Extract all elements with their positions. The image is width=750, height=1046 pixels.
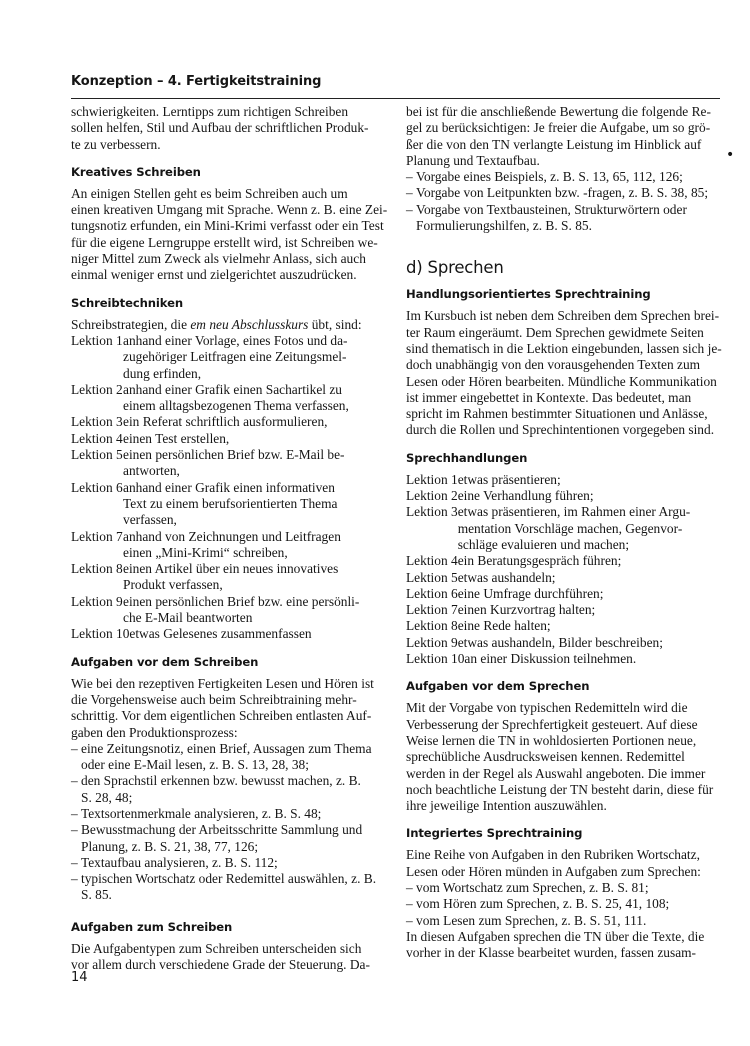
text-line: anhand einer Grafik einen Sachartikel zu: [123, 381, 342, 397]
heading-schreibtechniken: Schreibtechniken: [71, 295, 184, 310]
lektion-item: [406, 472, 720, 488]
left-column: [71, 104, 388, 973]
bullet-item: [71, 855, 385, 871]
text-line: In diesen Aufgaben sprechen die TN über die Texte, die: [406, 928, 705, 944]
text-line: oder eine E-Mail lesen, z. B. S. 13, 28, 38;: [81, 757, 309, 773]
lektion-text: [123, 382, 385, 415]
lektion-item: [71, 382, 385, 415]
schreibstrategien-intro-end: übt, sind:: [308, 316, 362, 332]
bullet-item: [406, 169, 720, 185]
text-line: etwas präsentieren, im Rahmen einer Argu-: [457, 504, 691, 520]
left-intro-paragraph: [71, 104, 385, 153]
text-line: S. 28, 48;: [81, 789, 133, 805]
text-line: spricht im Rahmen bestimmter Situationen und Anlässe,: [406, 406, 708, 422]
text-line: vom Wortschatz zum Sprechen, z. B. S. 81;: [416, 879, 649, 895]
lektion-text: [458, 602, 720, 618]
lektion-item: [406, 586, 720, 602]
bullet-text: [416, 202, 720, 235]
bullet-item: [71, 822, 385, 855]
lektion-text: [458, 618, 720, 634]
lektion-item: [71, 431, 385, 447]
heading-aufgaben-vor-dem-schreiben: Aufgaben vor dem Schreiben: [71, 654, 259, 669]
bullet-text: [81, 741, 385, 774]
heading-integriertes-sprechtraining: Integriertes Sprechtraining: [406, 826, 583, 841]
text-line: Weise lernen die TN in wohldosierten Portionen neue,: [406, 732, 697, 748]
text-line: Die Aufgabentypen zum Schreiben unterscheiden sich: [71, 940, 362, 956]
text-line: anhand von Zeichnungen und Leitfragen: [123, 528, 341, 544]
heading-aufgaben-vor-dem-sprechen: Aufgaben vor dem Sprechen: [406, 679, 590, 694]
text-line: etwas aushandeln, Bilder beschreiben;: [457, 634, 663, 650]
dash-marker: –: [406, 201, 413, 217]
bullet-text: [416, 896, 720, 912]
kreatives-schreiben-paragraph: [71, 185, 388, 284]
dash-marker: –: [71, 805, 78, 821]
text-line: typischen Wortschatz oder Redemittel auswählen, z. B.: [81, 871, 377, 887]
lektion-label: Lektion 2: [71, 381, 123, 397]
text-line: tungsnotiz erfunden, ein Mini-Krimi verfasst oder ein Test: [71, 218, 384, 234]
lektion-text: [464, 651, 720, 667]
lektion-label: Lektion 7: [71, 528, 123, 544]
aufgaben-zum-schreiben-paragraph: [71, 941, 385, 974]
dash-marker: –: [71, 854, 78, 870]
text-line: ist immer eingebettet in Kontexte. Das bedeutet, man: [406, 389, 692, 405]
lektion-label: Lektion 5: [406, 569, 458, 585]
text-line: an einer Diskussion teilnehmen.: [464, 651, 637, 667]
text-line: Planung und Textaufbau.: [406, 152, 540, 168]
text-line: einen Test erstellen,: [123, 430, 230, 446]
bullet-text: [81, 855, 385, 871]
lektion-item: [71, 529, 385, 562]
text-line: Im Kursbuch ist neben dem Schreiben dem Sprechen brei-: [406, 308, 720, 324]
text-line: Textsortenmerkmale analysieren, z. B. S. 48;: [81, 805, 322, 821]
dash-marker: –: [406, 169, 413, 185]
dash-marker: –: [406, 896, 413, 912]
text-line: etwas präsentieren;: [457, 471, 561, 487]
text-line: Bewusstmachung der Arbeitsschritte Sammlung und: [81, 822, 363, 838]
text-line: ein Beratungsgespräch führen;: [457, 553, 622, 569]
text-line: zugehöriger Leitfragen eine Zeitungsmel-: [123, 349, 347, 365]
lektion-text: [123, 447, 385, 480]
right-column: [406, 104, 720, 961]
text-line: einmal weniger ernst und zielgerichtet auszudrücken.: [71, 267, 357, 283]
text-line: anhand einer Grafik einen informativen: [123, 479, 335, 495]
text-line: noch beachtliche Leistung der TN besteht darin, diese für: [406, 781, 714, 797]
text-line: Produkt verfassen,: [123, 577, 223, 593]
bullet-text: [416, 913, 720, 929]
right-intro-paragraph: [406, 104, 720, 169]
lektion-label: Lektion 8: [406, 618, 458, 634]
text-line: ein Referat schriftlich ausformulieren,: [123, 414, 328, 430]
page-number: 14: [71, 970, 88, 985]
text-line: Mit der Vorgabe von typischen Redemitteln wird die: [406, 700, 688, 716]
lektion-item: [406, 651, 720, 667]
section-heading-sprechen: d) Sprechen: [406, 258, 504, 278]
lektion-text: [458, 488, 720, 504]
lektion-item: [71, 626, 385, 642]
heading-handlungsorientiertes-sprechtraining: Handlungsorientiertes Sprechtraining: [406, 287, 651, 302]
text-line: Vorgabe von Textbausteinen, Strukturwörtern oder: [416, 201, 687, 217]
bullet-item: [406, 896, 720, 912]
lektion-label: Lektion 8: [71, 561, 123, 577]
text-line: einen Artikel über ein neues innovatives: [123, 561, 339, 577]
text-line: ihre jeweilige Intention auszuwählen.: [406, 798, 607, 814]
sprechhandlungen-list: [406, 472, 720, 668]
lektion-item: [406, 488, 720, 504]
lektion-item: [71, 333, 385, 382]
text-line: vom Lesen zum Sprechen, z. B. S. 51, 111.: [416, 912, 647, 928]
text-line: An einigen Stellen geht es beim Schreiben auch um: [71, 185, 348, 201]
header-rule: [71, 98, 720, 99]
lektion-label: Lektion 2: [406, 488, 458, 504]
text-line: eine Rede halten;: [457, 618, 551, 634]
heading-aufgaben-zum-schreiben: Aufgaben zum Schreiben: [71, 919, 233, 934]
lektion-item: [71, 561, 385, 594]
text-line: die Vorgehensweise auch beim Schreibtraining mehr-: [71, 691, 357, 707]
integriertes-sprechtraining-list: [406, 880, 720, 929]
text-line: für die eigene Lerngruppe erstellt wird, ist Schreiben we-: [71, 234, 378, 250]
text-line: etwas Gelesenes zusammenfassen: [129, 626, 312, 642]
aufgaben-vor-sprechen-paragraph: [406, 700, 720, 814]
margin-mark: •: [726, 147, 735, 163]
lektion-label: Lektion 1: [406, 471, 458, 487]
lektion-text: [123, 333, 385, 382]
lektion-item: [71, 447, 385, 480]
text-line: Vorgabe von Leitpunkten bzw. -fragen, z. B. S. 38, 85;: [416, 185, 709, 201]
text-line: Verbesserung der Sprechfertigkeit gesteuert. Auf diese: [406, 716, 698, 732]
text-line: niger Mittel zum Zweck als vielmehr Anlass, sich auch: [71, 251, 366, 267]
text-line: Planung, z. B. S. 21, 38, 77, 126;: [81, 838, 259, 854]
text-line: vor allem durch verschiedene Grade der Steuerung. Da-: [71, 957, 370, 973]
lektion-item: [406, 635, 720, 651]
dash-marker: –: [71, 871, 78, 887]
text-line: schrittig. Vor dem eigentlichen Schreiben entlasten Auf-: [71, 708, 372, 724]
text-line: eine Umfrage durchführen;: [457, 585, 604, 601]
text-line: werden in der Regel als Auswahl angeboten. Die immer: [406, 765, 706, 781]
text-line: eine Zeitungsnotiz, einen Brief, Aussagen zum Thema: [81, 740, 372, 756]
text-line: einen persönlichen Brief bzw. E-Mail be-: [123, 447, 345, 463]
dash-marker: –: [406, 879, 413, 895]
bullet-item: [71, 741, 385, 774]
bullet-text: [416, 169, 720, 185]
lektion-item: [406, 504, 720, 553]
text-line: bei ist für die anschließende Bewertung die folgende Re-: [406, 104, 711, 119]
bullet-text: [81, 871, 385, 904]
lektion-text: [458, 635, 720, 651]
bullet-text: [81, 773, 385, 806]
text-line: Vorgabe eines Beispiels, z. B. S. 13, 65, 112, 126;: [416, 169, 683, 185]
lektion-label: Lektion 4: [406, 553, 458, 569]
lektion-text: [458, 504, 720, 553]
bullet-item: [406, 202, 720, 235]
bullet-item: [71, 871, 385, 904]
lektion-text: [123, 480, 385, 529]
text-line: durch die Rollen und Sprechintentionen vorgegeben sind.: [406, 422, 715, 438]
lektion-text: [458, 586, 720, 602]
lektion-text: [458, 570, 720, 586]
text-line: Text zu einem berufsorientierten Thema: [123, 495, 338, 511]
text-line: antworten,: [123, 463, 180, 479]
text-line: schläge evaluieren und machen;: [457, 536, 630, 552]
bullet-item: [71, 773, 385, 806]
text-line: den Sprachstil erkennen bzw. bewusst machen, z. B.: [81, 773, 361, 789]
text-line: Textaufbau analysieren, z. B. S. 112;: [81, 854, 278, 870]
lektion-text: [123, 529, 385, 562]
text-line: einen Kurzvortrag halten;: [457, 602, 596, 618]
text-line: gel zu berücksichtigen: Je freier die Aufgabe, um so grö-: [406, 120, 711, 136]
lektion-label: Lektion 1: [71, 332, 123, 348]
aufgaben-vor-schreiben-paragraph: [71, 676, 385, 741]
lektion-label: Lektion 10: [406, 651, 465, 667]
text-line: eine Verhandlung führen;: [457, 488, 594, 504]
bullet-item: [406, 185, 720, 201]
bullet-item: [406, 913, 720, 929]
dash-marker: –: [406, 185, 413, 201]
text-line: Lesen oder Hören bearbeiten. Mündliche Kommunikation: [406, 373, 717, 389]
heading-kreatives-schreiben: Kreatives Schreiben: [71, 164, 201, 179]
text-line: dung erfinden,: [123, 365, 202, 381]
lektion-text: [123, 414, 385, 430]
text-line: Formulierungshilfen, z. B. S. 85.: [416, 218, 592, 234]
lektion-label: Lektion 3: [406, 504, 458, 520]
bullet-item: [406, 880, 720, 896]
text-line: sprechübliche Ausdrucksweisen kennen. Redemittel: [406, 749, 685, 765]
lektion-text: [129, 626, 385, 642]
text-line: vorher in der Klasse bearbeitet wurden, fassen zusam-: [406, 945, 697, 961]
text-line: anhand einer Vorlage, eines Fotos und da-: [123, 332, 348, 348]
bullet-item: [71, 806, 385, 822]
lektion-item: [406, 602, 720, 618]
text-line: einen persönlichen Brief bzw. eine persönli-: [123, 593, 360, 609]
bullet-text: [81, 822, 385, 855]
lektion-label: Lektion 9: [71, 593, 123, 609]
lektion-item: [71, 414, 385, 430]
text-line: ter Raum eingeräumt. Dem Sprechen gewidmete Seiten: [406, 324, 704, 340]
dash-marker: –: [71, 822, 78, 838]
text-line: Wie bei den rezeptiven Fertigkeiten Lesen und Hören ist: [71, 675, 374, 691]
text-line: doch unabhängig von den vorausgehenden Texten zum: [406, 357, 701, 373]
lektion-label: Lektion 3: [71, 414, 123, 430]
bullet-text: [416, 185, 720, 201]
lektion-label: Lektion 6: [71, 479, 123, 495]
integriertes-sprechtraining-closing: [406, 929, 720, 962]
lektion-item: [406, 553, 720, 569]
dash-marker: –: [71, 773, 78, 789]
lektion-label: Lektion 9: [406, 634, 458, 650]
lektion-text: [123, 561, 385, 594]
text-line: S. 85.: [81, 887, 112, 903]
dash-marker: –: [406, 912, 413, 928]
text-line: Eine Reihe von Aufgaben in den Rubriken Wortschatz,: [406, 847, 700, 863]
aufgaben-vor-schreiben-list: [71, 741, 385, 904]
sprechtraining-paragraph: [406, 308, 720, 438]
text-line: mentation Vorschläge machen, Gegenvor-: [457, 520, 683, 536]
text-line: te zu verbessern.: [71, 136, 161, 152]
text-line: sind thematisch in die Lektion eingebunden, lassen sich je-: [406, 340, 722, 356]
text-line: schwierigkeiten. Lerntipps zum richtigen Schreiben: [71, 104, 349, 119]
text-line: einen „Mini-Krimi“ schreiben,: [123, 544, 288, 560]
lektion-label: Lektion 10: [71, 626, 130, 642]
text-line: vom Hören zum Sprechen, z. B. S. 25, 41, 108;: [416, 896, 670, 912]
dash-marker: –: [71, 740, 78, 756]
running-header: Konzeption – 4. Fertigkeitstraining: [71, 74, 322, 89]
lektion-text: [458, 472, 720, 488]
lektion-item: [406, 570, 720, 586]
lektion-text: [123, 431, 385, 447]
lektion-label: Lektion 4: [71, 430, 123, 446]
bullet-text: [416, 880, 720, 896]
text-line: etwas aushandeln;: [457, 569, 556, 585]
schreibstrategien-intro: [71, 317, 385, 333]
lektion-text: [458, 553, 720, 569]
text-line: che E-Mail beantworten: [123, 610, 253, 626]
schreibstrategien-list: [71, 333, 385, 643]
heading-sprechhandlungen: Sprechhandlungen: [406, 450, 528, 465]
lektion-label: Lektion 6: [406, 585, 458, 601]
lektion-text: [123, 594, 385, 627]
text-line: Lesen oder Hören münden in Aufgaben zum Sprechen:: [406, 863, 701, 879]
lektion-item: [406, 618, 720, 634]
text-line: gaben den Produktionsprozess:: [71, 724, 238, 740]
lektion-item: [71, 480, 385, 529]
text-line: einen kreativen Umgang mit Sprache. Wenn z. B. eine Zei-: [71, 202, 388, 218]
text-line: verfassen,: [123, 512, 177, 528]
lektion-label: Lektion 5: [71, 447, 123, 463]
schreibstrategien-intro-start: Schreibstrategien, die: [71, 316, 191, 332]
text-line: einem alltagsbezogenen Thema verfassen,: [123, 398, 349, 414]
text-line: sollen helfen, Stil und Aufbau der schriftlichen Produk-: [71, 120, 369, 136]
bullet-text: [81, 806, 385, 822]
text-line: ßer die von den TN verlangte Leistung im Hinblick auf: [406, 136, 702, 152]
lektion-item: [71, 594, 385, 627]
integriertes-sprechtraining-paragraph: [406, 847, 720, 880]
course-title-italic: em neu Abschlusskurs: [190, 316, 309, 332]
vorgaben-list: [406, 169, 720, 234]
lektion-label: Lektion 7: [406, 602, 458, 618]
